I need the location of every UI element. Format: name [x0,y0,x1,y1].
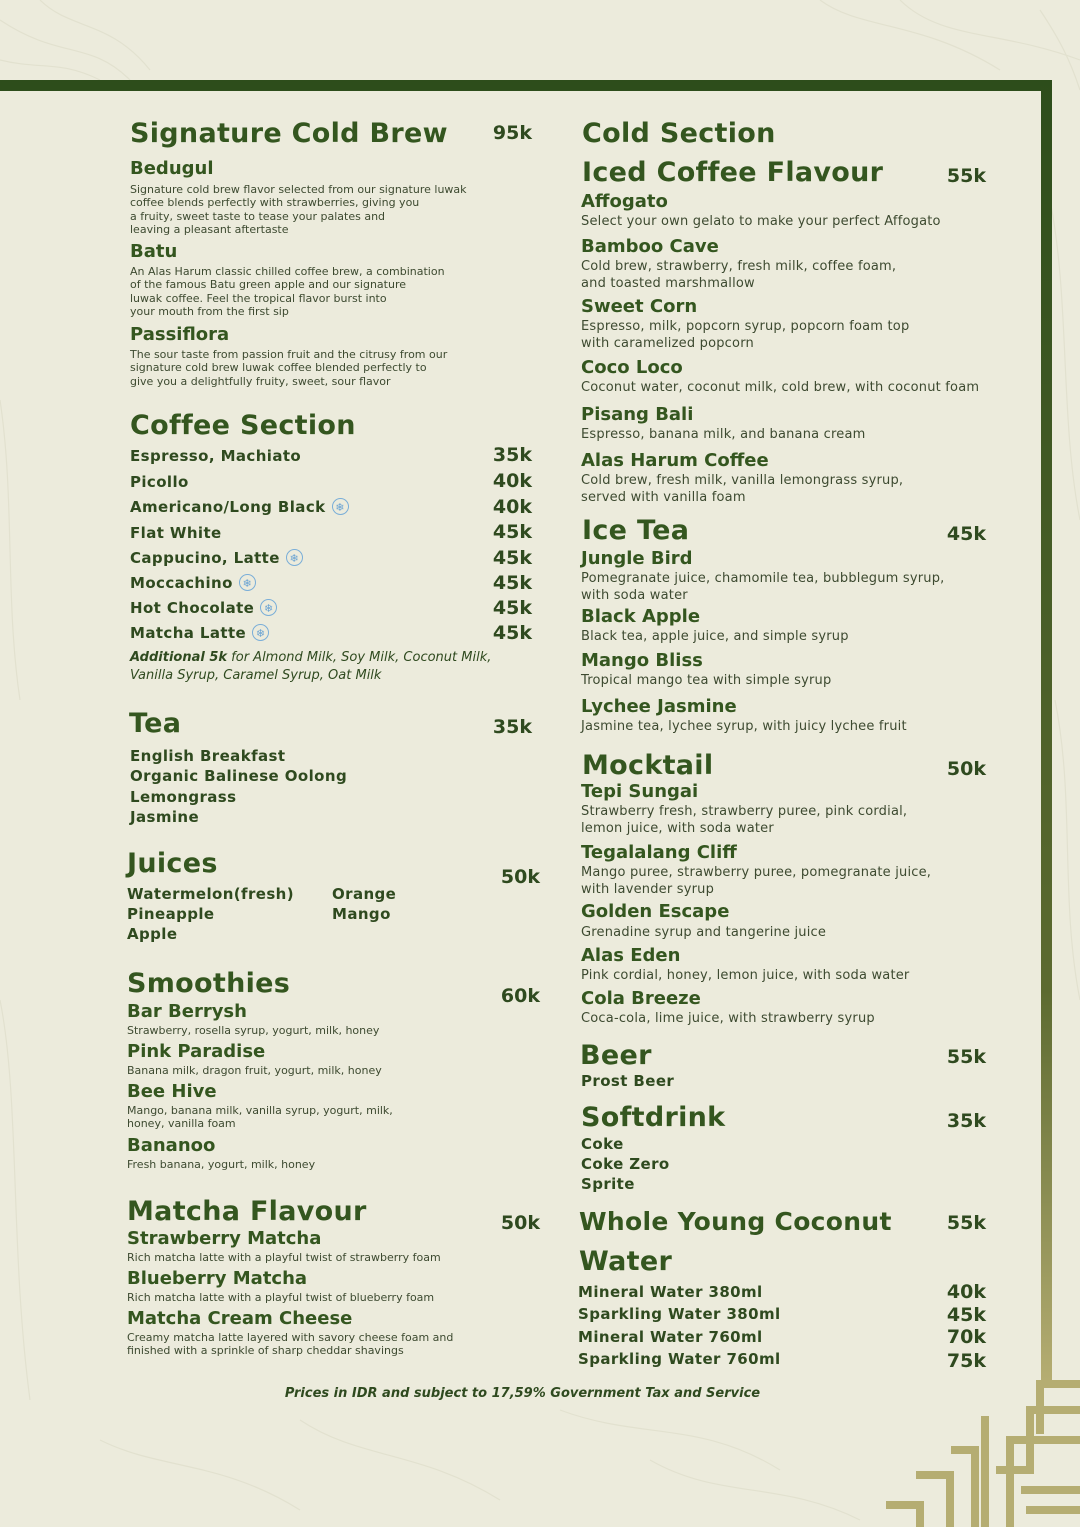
menu-item-name: Alas Eden [581,945,681,966]
menu-item-name: Bamboo Cave [581,236,719,257]
menu-item-name: Passiflora [130,324,230,345]
menu-item-name: Blueberry Matcha [127,1268,308,1289]
snowflake-icon: ❄ [260,599,277,616]
section-price: 50k [946,758,986,780]
menu-item-description: Fresh banana, yogurt, milk, honey [127,1158,316,1171]
menu-item-name: Matcha Latte ❄ [130,624,269,642]
menu-item-description: Creamy matcha latte layered with savory cheese foam and finished with a sprinkle of sharp cheddar shavings [127,1331,454,1358]
menu-item-name: Pink Paradise [127,1041,266,1062]
tax-footer-note: Prices in IDR and subject to 17,59% Government Tax and Service [284,1386,761,1401]
section-title: Whole Young Coconut [579,1207,892,1236]
menu-item-name: Coco Loco [581,357,683,378]
menu-item-description: Cold brew, fresh milk, vanilla lemongrass syrup, served with vanilla foam [581,473,904,505]
section-title: Mocktail [582,750,714,781]
section-price: 45k [946,523,986,545]
menu-item-name: Apple [127,925,178,943]
menu-item-price: 45k [492,521,532,543]
menu-item-description: Pomegranate juice, chamomile tea, bubblegum syrup, with soda water [581,571,945,603]
menu-item-description: Select your own gelato to make your perfect Affogato [581,214,941,229]
menu-item-name: Cappucino, Latte ❄ [130,549,303,567]
section-title: Cold Section [582,118,776,149]
section-title: Coffee Section [130,410,356,441]
menu-item-name: Watermelon(fresh) [127,885,295,903]
menu-item-price: 45k [492,547,532,569]
section-title: Signature Cold Brew [130,118,448,149]
menu-item-name: Coke Zero [581,1155,670,1173]
menu-item-name: Mango [332,905,391,923]
menu-item-name: Pisang Bali [581,404,694,425]
additional-charges-note: Additional 5k for Almond Milk, Soy Milk, Coconut Milk, Vanilla Syrup, Caramel Syrup, Oat Milk [130,650,492,683]
section-title: Tea [129,708,182,739]
menu-item-name: Affogato [581,191,668,212]
menu-item-description: The sour taste from passion fruit and the citrusy from our signature cold brew luwak coffee blended perfectly to give you a delightfully fruity, sweet, sour flavor [130,348,448,388]
snowflake-icon: ❄ [332,498,349,515]
menu-item-name: Golden Escape [581,901,730,922]
section-title: Juices [127,848,218,879]
section-price: 55k [946,1212,986,1234]
menu-item-description: An Alas Harum classic chilled coffee brew, a combination of the famous Batu green apple and our signature luwak coffee. Feel the tropical flavor burst into your mouth from the first sip [130,265,445,318]
menu-item-name: Strawberry Matcha [127,1228,322,1249]
menu-item-name: Cola Breeze [581,988,701,1009]
menu-item-description: Espresso, milk, popcorn syrup, popcorn foam top with caramelized popcorn [581,319,910,351]
menu-item-name: Hot Chocolate ❄ [130,599,277,617]
menu-item-price: 45k [492,597,532,619]
menu-item-name: Moccachino ❄ [130,574,256,592]
snowflake-icon: ❄ [286,549,303,566]
menu-item-name: Picollo [130,473,189,491]
menu-item-name: Alas Harum Coffee [581,450,769,471]
menu-item-price: 40k [492,470,532,492]
menu-item-name: Bedugul [130,158,214,179]
menu-item-name: Flat White [130,524,222,542]
menu-item-description: Mango puree, strawberry puree, pomegranate juice, with lavender syrup [581,865,932,897]
menu-item-description: Strawberry, rosella syrup, yogurt, milk, honey [127,1024,380,1037]
menu-item-name: Sparkling Water 760ml [578,1350,781,1368]
menu-item-name: Black Apple [581,606,701,627]
menu-item-description: Pink cordial, honey, lemon juice, with soda water [581,968,910,983]
section-title: Matcha Flavour [127,1196,367,1227]
menu-item-price: 45k [946,1304,986,1326]
snowflake-icon: ❄ [252,624,269,641]
menu-item-name: English Breakfast [130,747,286,765]
section-title: Iced Coffee Flavour [582,157,884,188]
menu-item-name: Lemongrass [130,788,237,806]
menu-item-description: Banana milk, dragon fruit, yogurt, milk, honey [127,1064,382,1077]
section-price: 35k [492,716,532,738]
menu-item-name: Mango Bliss [581,650,703,671]
menu-item-price: 40k [946,1281,986,1303]
menu-item-name: Jasmine [130,808,200,826]
section-price: 60k [500,985,540,1007]
menu-item-description: Jasmine tea, lychee syrup, with juicy lychee fruit [581,719,907,734]
menu-item-name: Mineral Water 760ml [578,1328,763,1346]
section-title: Water [579,1246,673,1277]
menu-item-description: Rich matcha latte with a playful twist of blueberry foam [127,1291,435,1304]
menu-item-description: Coconut water, coconut milk, cold brew, with coconut foam [581,380,980,395]
menu-item-description: Signature cold brew flavor selected from our signature luwak coffee blends perfectly with strawberries, giving you a fruity, sweet taste to tease your palates and leaving a pleasant aftertaste [130,183,467,236]
section-price: 55k [946,165,986,187]
menu-item-price: 40k [492,496,532,518]
section-price: 35k [946,1110,986,1132]
snowflake-icon: ❄ [239,574,256,591]
menu-item-description: Tropical mango tea with simple syrup [581,673,832,688]
menu-item-name: Tegalalang Cliff [581,842,737,863]
menu-item-name: Matcha Cream Cheese [127,1308,353,1329]
menu-item-description: Strawberry fresh, strawberry puree, pink cordial, lemon juice, with soda water [581,804,908,836]
menu-item-description: Espresso, banana milk, and banana cream [581,427,866,442]
menu-item-price: 75k [946,1350,986,1372]
section-title: Ice Tea [582,515,690,546]
menu-item-name: Batu [130,241,178,262]
menu-item-price: 70k [946,1326,986,1348]
section-title: Beer [580,1040,652,1071]
menu-item-price: 45k [492,572,532,594]
menu-item-description: Rich matcha latte with a playful twist of strawberry foam [127,1251,441,1264]
menu-item-name: Americano/Long Black ❄ [130,498,349,516]
menu-item-name: Espresso, Machiato [130,447,302,465]
section-price: 50k [500,866,540,888]
menu-item-name: Jungle Bird [581,548,693,569]
menu-item-name: Prost Beer [581,1072,675,1090]
menu-item-name: Orange [332,885,397,903]
menu-item-description: Cold brew, strawberry, fresh milk, coffee foam, and toasted marshmallow [581,259,897,291]
menu-item-name: Sweet Corn [581,296,698,317]
menu-item-name: Pineapple [127,905,215,923]
menu-item-description: Grenadine syrup and tangerine juice [581,925,827,940]
section-title: Softdrink [581,1102,726,1133]
section-title: Smoothies [127,968,291,999]
menu-item-price: 45k [492,622,532,644]
menu-item-description: Coca-cola, lime juice, with strawberry syrup [581,1011,875,1026]
section-price: 50k [500,1212,540,1234]
menu-item-name: Mineral Water 380ml [578,1283,763,1301]
menu-item-description: Mango, banana milk, vanilla syrup, yogurt, milk, honey, vanilla foam [127,1104,393,1131]
menu-item-name: Coke [581,1135,624,1153]
menu-item-name: Bananoo [127,1135,216,1156]
menu-item-price: 35k [492,444,532,466]
menu-item-name: Bar Berrysh [127,1001,247,1022]
menu-item-name: Lychee Jasmine [581,696,737,717]
menu-item-name: Tepi Sungai [581,781,699,802]
menu-item-name: Organic Balinese Oolong [130,767,348,785]
menu-item-name: Bee Hive [127,1081,217,1102]
section-price: 95k [492,122,532,144]
frame-top-border [0,80,1052,91]
section-price: 55k [946,1046,986,1068]
frame-right-border [1041,80,1052,1380]
menu-item-name: Sprite [581,1175,635,1193]
menu-item-description: Black tea, apple juice, and simple syrup [581,629,849,644]
menu-item-name: Sparkling Water 380ml [578,1305,781,1323]
